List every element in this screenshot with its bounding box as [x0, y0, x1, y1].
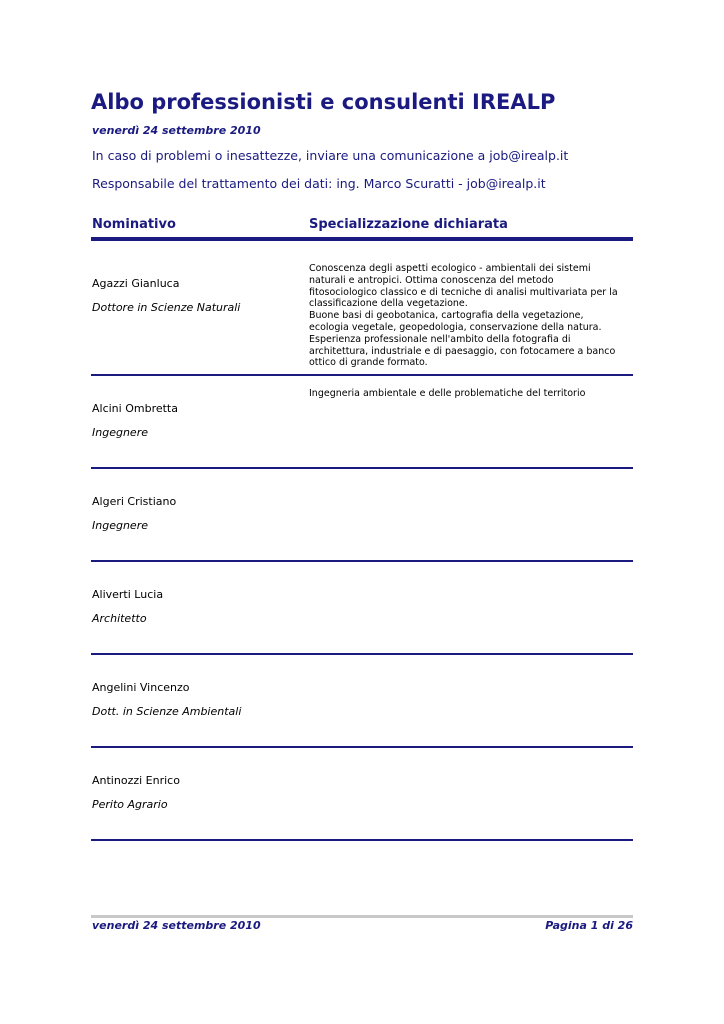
entry-role: Dott. in Scienze Ambientali	[92, 705, 242, 718]
entry-role: Architetto	[92, 612, 147, 625]
page-title: Albo professionisti e consulenti IREALP	[91, 90, 556, 114]
entry-role: Perito Agrario	[92, 798, 168, 811]
entry-specialization: Ingegneria ambientale e delle problematiche del territorio	[309, 388, 586, 399]
row-divider	[91, 560, 633, 562]
row-divider	[91, 374, 633, 376]
data-controller-info: Responsabile del trattamento dei dati: ing. Marco Scuratti - job@irealp.it	[92, 176, 546, 191]
entry-name: Algeri Cristiano	[92, 495, 177, 508]
contact-info-problems: In caso di problemi o inesattezze, inviare una comunicazione a job@irealp.it	[92, 148, 569, 163]
header-divider	[91, 237, 633, 241]
entry-name: Alcini Ombretta	[92, 402, 178, 415]
row-divider	[91, 839, 633, 841]
entry-name: Angelini Vincenzo	[92, 681, 190, 694]
entry-role: Ingegnere	[92, 426, 148, 439]
row-divider	[91, 746, 633, 748]
footer-divider	[91, 915, 633, 918]
entry-role: Ingegnere	[92, 519, 148, 532]
entry-name: Antinozzi Enrico	[92, 774, 180, 787]
entry-name: Agazzi Gianluca	[92, 277, 180, 290]
row-divider	[91, 653, 633, 655]
page-number: Pagina 1 di 26	[545, 919, 633, 932]
entry-role: Dottore in Scienze Naturali	[92, 301, 241, 314]
entry-specialization: Conoscenza degli aspetti ecologico - ambientali dei sistemi naturali e antropici. Ottima conoscenza del metodo fitosociologico classico e di tecniche di analisi multivariata per la classificazione della vegetazione. Buone basi di geobotanica, cartografia della vegetazione, ecologia vegetale, geopedologia, conservazione della natura. Esperienza professionale nell'ambito della fotografia di architettura, industriale e di paesaggio, con fotocamere a banco ottico di grande formato.	[309, 263, 618, 369]
row-divider	[91, 467, 633, 469]
entry-name: Aliverti Lucia	[92, 588, 164, 601]
document-date: venerdì 24 settembre 2010	[92, 124, 261, 137]
footer-date: venerdì 24 settembre 2010	[92, 919, 261, 932]
column-header-specializzazione: Specializzazione dichiarata	[309, 217, 508, 232]
column-header-nominativo: Nominativo	[92, 217, 176, 232]
